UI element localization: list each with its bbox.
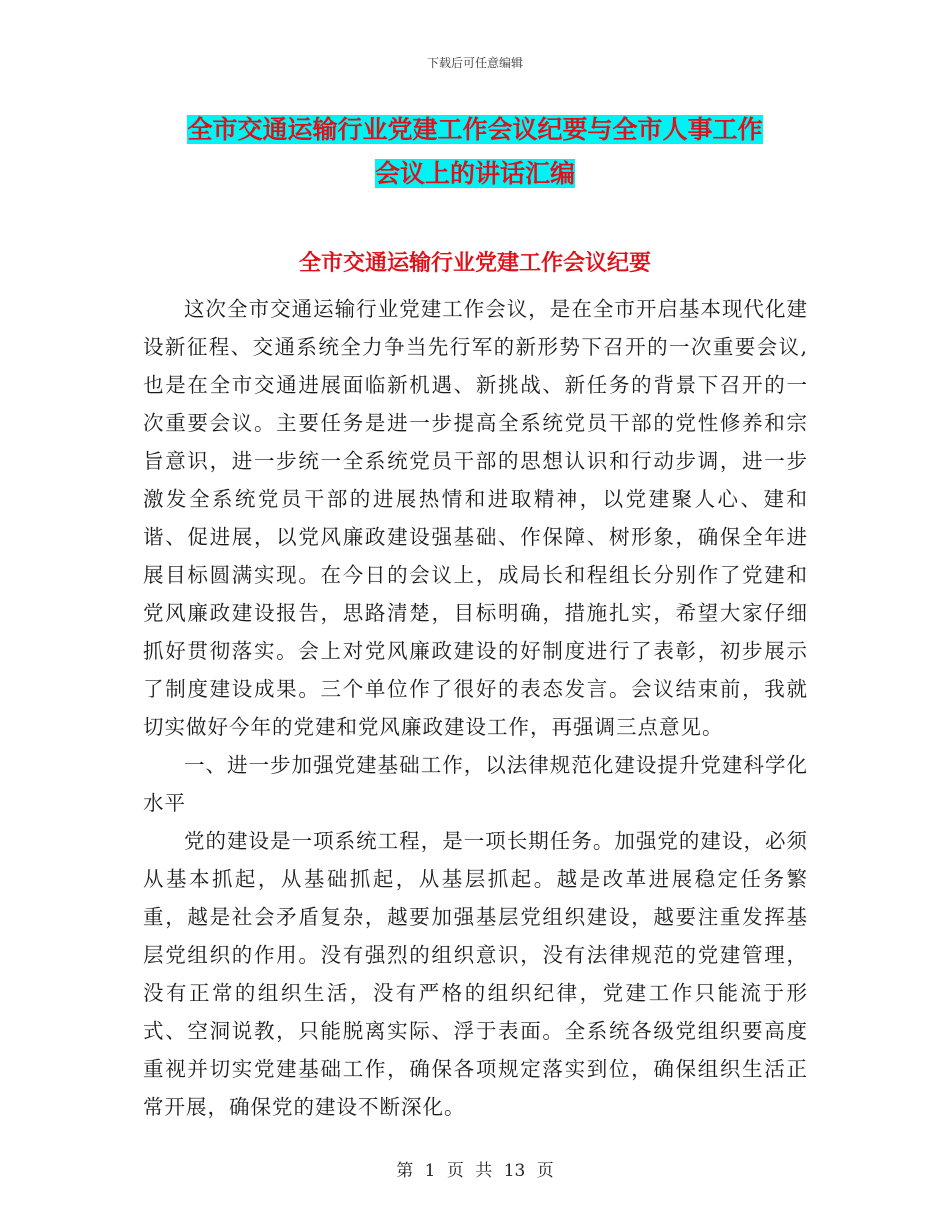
paragraph: 这次全市交通运输行业党建工作会议，是在全市开启基本现代化建设新征程、交通系统全力争当先行军的新形势下召开的一次重要会议,也是在全市交通进展面临新机遇、新挑战、新任务的背景下召开的一次重要会议。主要任务是进一步提高全系统党员干部的党性修养和宗旨意识，进一步统一全系统党员干部的思想认识和行动步调，进一步激发全系统党员干部的进展热情和进取精神，以党建聚人心、建和谐、促进展，以党风廉政建设强基础、作保障、树形象，确保全年进展目标圆满实现。在今日的会议上，成局长和程组长分别作了党建和党风廉政建设报告，思路清楚，目标明确，措施扎实，希望大家仔细抓好贯彻落实。会上对党风廉政建设的好制度进行了表彰，初步展示了制度建设成果。三个单位作了很好的表态发言。会议结束前，我就切实做好今年的党建和党风廉政建设工作，再强调三点意见。	[143, 297, 808, 739]
paragraph: 党的建设是一项系统工程，是一项长期任务。加强党的建设，必须从基本抓起，从基础抓起，从基层抓起。越是改革进展稳定任务繁重，越是社会矛盾复杂，越要加强基层党组织建设，越要注重发挥基层党组织的作用。没有强烈的组织意识，没有法律规范的党建管理，没有正常的组织生活，没有严格的组织纪律，党建工作只能流于形式、空洞说教，只能脱离实际、浮于表面。全系统各级党组织要高度重视并切实党建基础工作，确保各项规定落实到位，确保组织生活正常开展，确保党的建设不断深化。	[143, 829, 808, 1119]
document-title-line2: 会议上的讲话汇编	[374, 159, 575, 188]
document-title	[140, 108, 810, 196]
header-note: 下载后可任意编辑	[426, 56, 523, 70]
page-number: 第 1 页 共 13 页	[396, 1161, 554, 1181]
section-heading: 一、进一步加强党建基础工作，以法律规范化建设提升党建科学化水平	[143, 753, 808, 815]
document-title-line1: 全市交通运输行业党建工作会议纪要与全市人事工作	[187, 115, 763, 144]
body-text	[143, 290, 808, 1126]
section-title: 全市交通运输行业党建工作会议纪要	[298, 251, 651, 276]
